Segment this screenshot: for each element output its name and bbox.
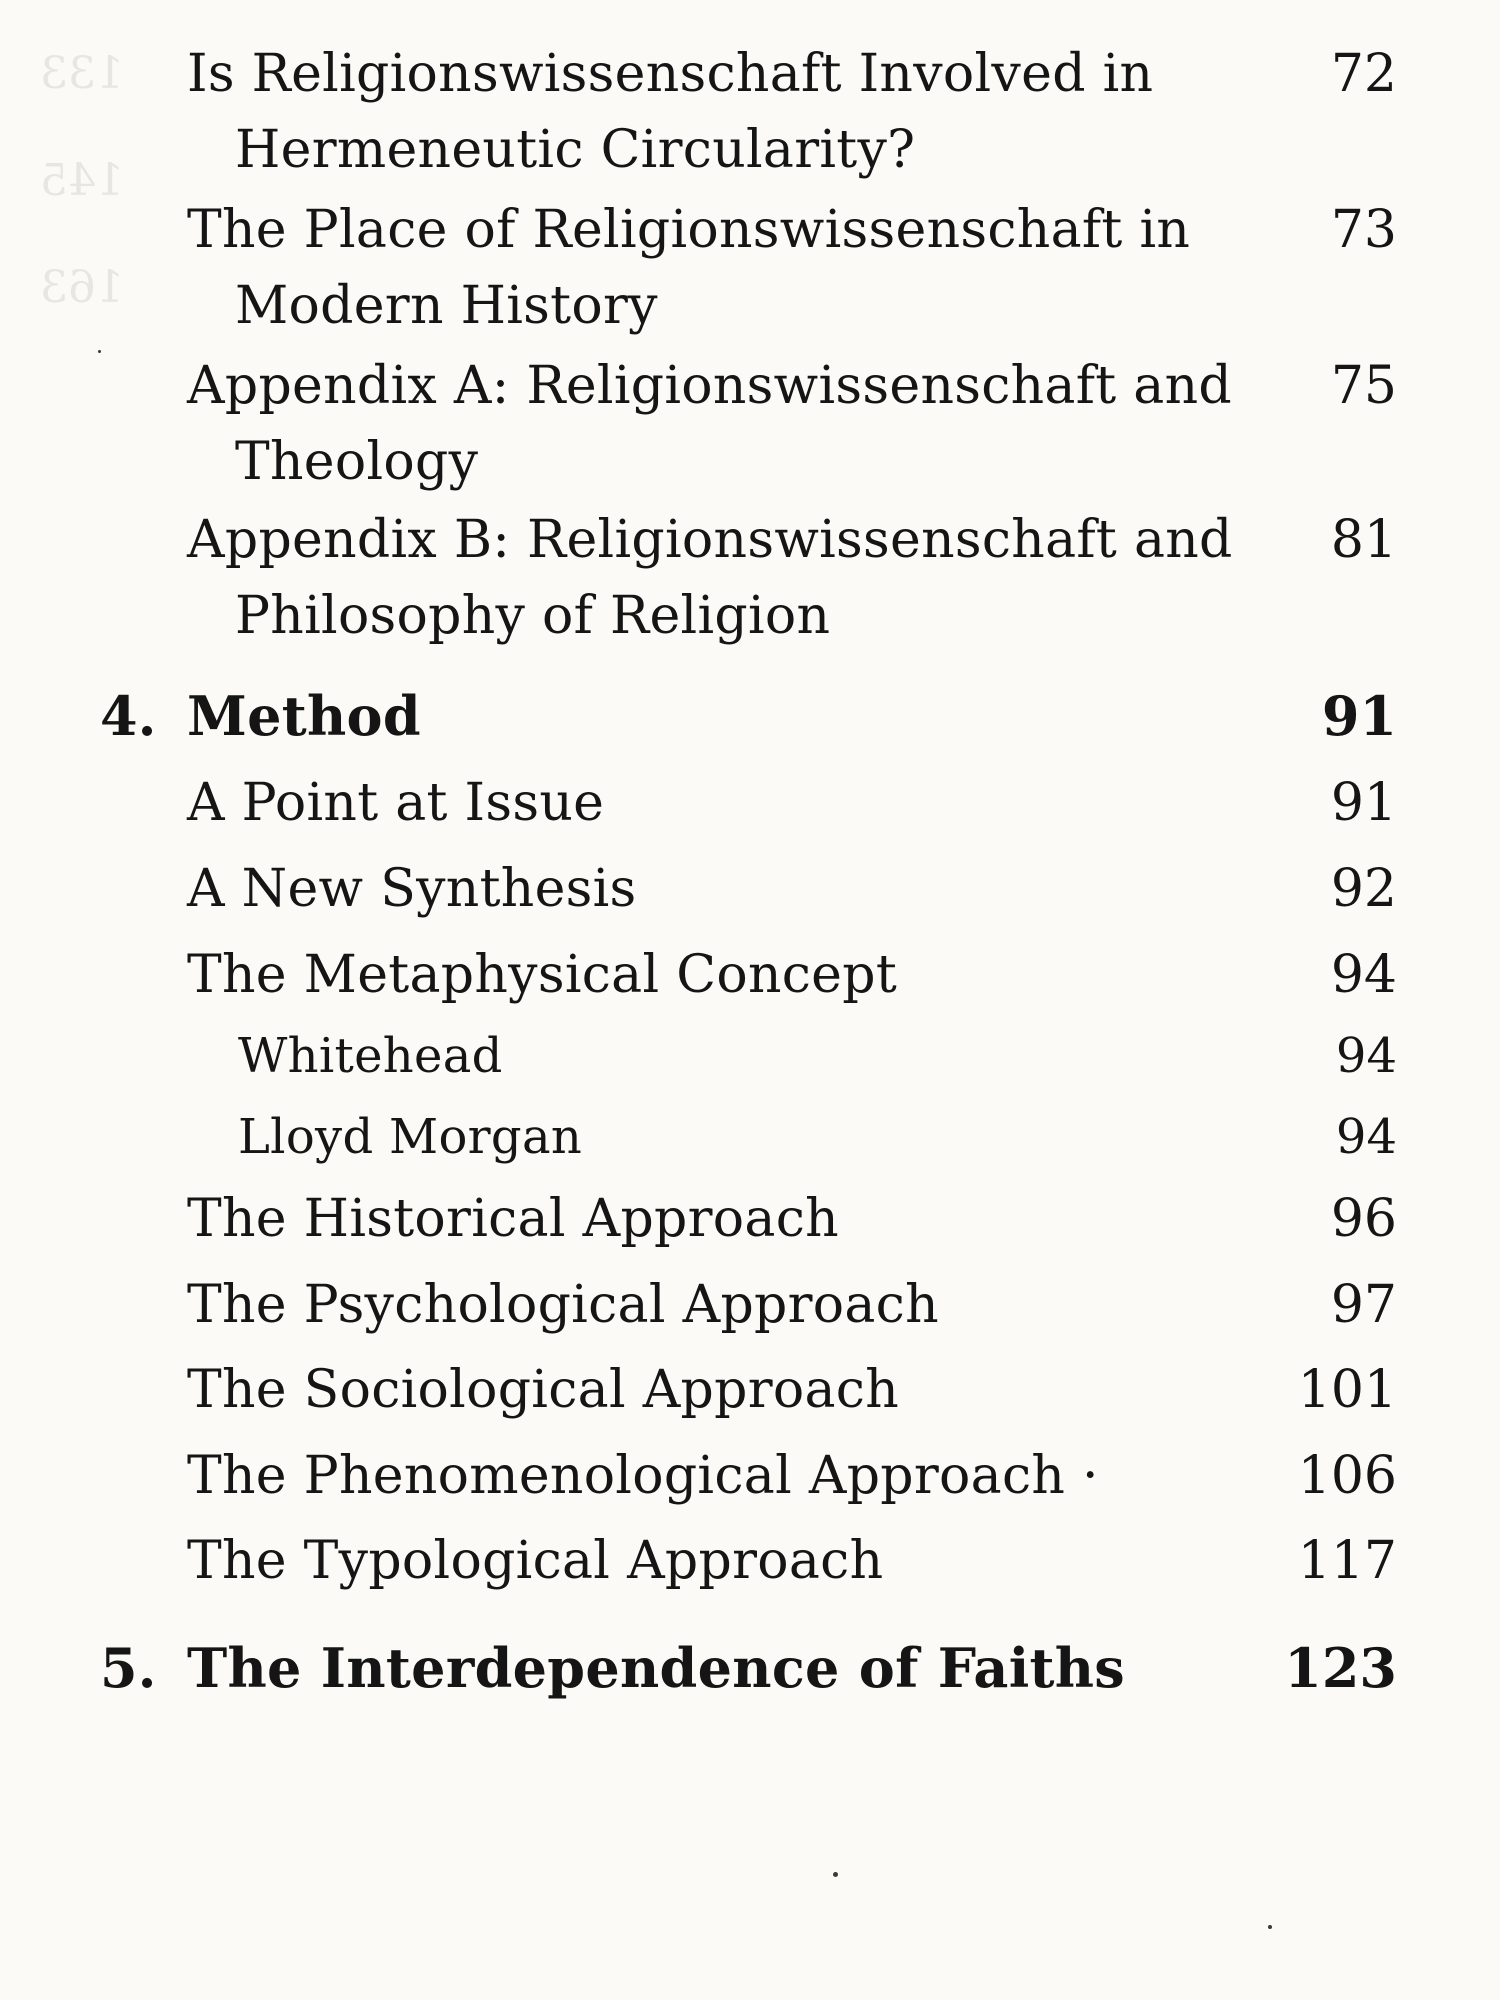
chapter-page: 123 — [1284, 1636, 1397, 1700]
chapter-title: The Interdependence of Faiths — [187, 1636, 1126, 1700]
toc-entry-page: 94 — [1330, 945, 1397, 1005]
toc-entry[interactable] — [187, 1352, 1397, 1428]
toc-entry-page: 96 — [1330, 1189, 1397, 1249]
chapter-title: Method — [187, 684, 421, 748]
toc-entry[interactable] — [187, 192, 1397, 344]
toc-subentry[interactable] — [238, 1018, 1397, 1094]
toc-entry[interactable] — [187, 1267, 1397, 1343]
toc-entry-page: 97 — [1330, 1275, 1397, 1335]
toc-entry-page: 106 — [1297, 1446, 1397, 1506]
toc-entry-title: A Point at Issue — [187, 773, 605, 833]
toc-entry-title: A New Synthesis — [187, 859, 637, 919]
chapter-number: 4. — [100, 684, 157, 748]
toc-entry-title: The Metaphysical Concept — [187, 945, 898, 1005]
toc-entry-title: Appendix A: Religionswissenschaft and Theology — [187, 356, 1232, 492]
toc-entry-title: Whitehead — [238, 1028, 503, 1084]
show-through-text: 145 — [40, 155, 124, 206]
chapter-number: 5. — [100, 1636, 157, 1700]
scan-speck — [833, 1872, 838, 1877]
toc-entry-title: The Historical Approach — [187, 1189, 839, 1249]
toc-entry-page: 72 — [1330, 44, 1397, 104]
toc-entry[interactable] — [187, 937, 1397, 1013]
toc-entry-title: The Phenomenological Approach · — [187, 1446, 1099, 1506]
toc-entry-title: The Psychological Approach — [187, 1275, 939, 1335]
toc-entry-title: The Typological Approach — [187, 1531, 884, 1591]
toc-entry-title: The Place of Religionswissenschaft in Modern History — [187, 200, 1191, 336]
toc-entry-title: Lloyd Morgan — [238, 1109, 583, 1165]
toc-entry-page: 75 — [1330, 356, 1397, 416]
scan-speck — [1268, 1925, 1272, 1929]
toc-entry-title: Appendix B: Religionswissenschaft and Philosophy of Religion — [187, 510, 1233, 646]
toc-entry[interactable] — [187, 851, 1397, 927]
toc-entry-page: 92 — [1330, 859, 1397, 919]
toc-entry-title: Is Religionswissenschaft Involved in Hermeneutic Circularity? — [187, 44, 1154, 180]
toc-entry-page: 117 — [1297, 1531, 1397, 1591]
show-through-text: 163 — [40, 262, 124, 313]
toc-entry-page: 73 — [1330, 200, 1397, 260]
toc-entry[interactable] — [187, 1181, 1397, 1257]
show-through-text: 133 — [40, 48, 124, 99]
toc-entry-title: The Sociological Approach — [187, 1360, 900, 1420]
scan-speck — [98, 350, 101, 353]
toc-entry[interactable] — [187, 1438, 1397, 1514]
toc-entry[interactable] — [187, 36, 1397, 188]
toc-entry-page: 101 — [1297, 1360, 1397, 1420]
toc-entry-page: 94 — [1335, 1028, 1397, 1084]
toc-entry-page: 94 — [1335, 1109, 1397, 1165]
toc-entry[interactable] — [187, 765, 1397, 841]
toc-entry-page: 91 — [1330, 773, 1397, 833]
chapter-page: 91 — [1321, 684, 1397, 748]
toc-entry[interactable] — [187, 1523, 1397, 1599]
toc-entry-page: 81 — [1330, 510, 1397, 570]
toc-entry[interactable] — [187, 502, 1397, 654]
toc-entry[interactable] — [187, 348, 1397, 500]
toc-subentry[interactable] — [238, 1099, 1397, 1175]
